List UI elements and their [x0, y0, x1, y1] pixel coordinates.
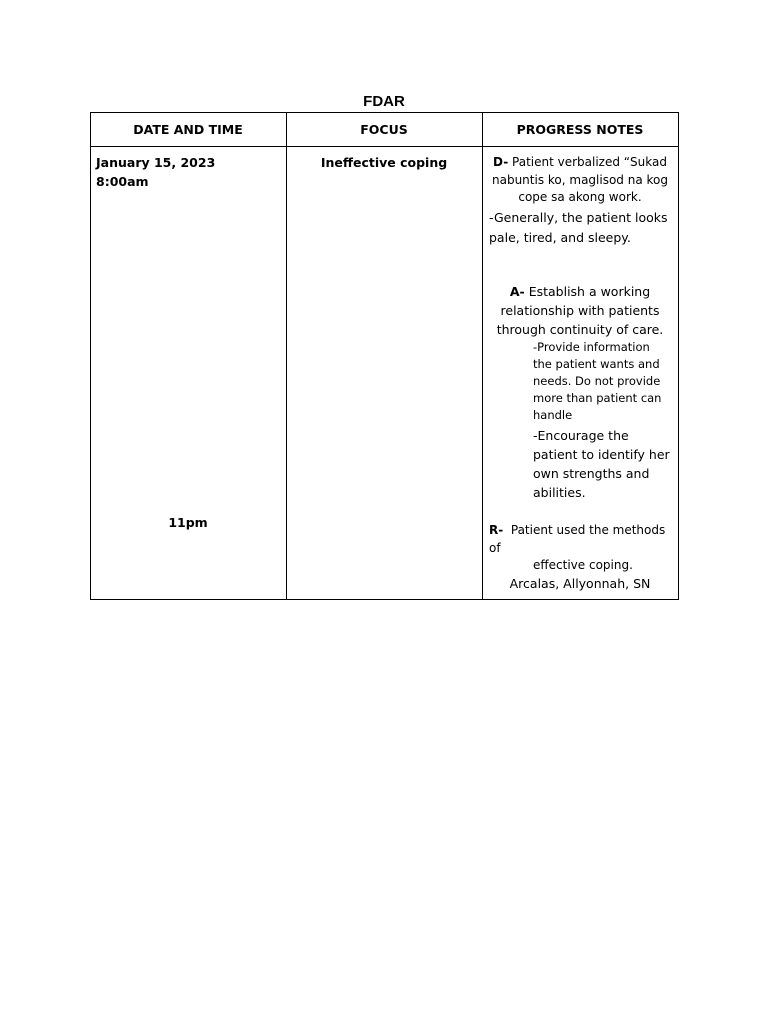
entry-time-end: 11pm — [168, 515, 208, 530]
header-progress-notes: PROGRESS NOTES — [516, 122, 644, 137]
data-section — [483, 154, 677, 207]
action-line-3: through continuity of care. — [496, 322, 664, 337]
data-extra-line-2: pale, tired, and sleepy. — [489, 229, 631, 245]
encourage-line-1: -Encourage the — [533, 428, 629, 443]
header-divider — [91, 146, 678, 147]
encourage-line-3: own strengths and — [533, 466, 650, 481]
data-line-3: cope sa akong work. — [518, 190, 642, 204]
provide-line-5: handle — [533, 408, 573, 422]
action-provide — [533, 339, 677, 424]
data-line-1-text: Patient verbalized “Sukad — [512, 155, 667, 169]
action-encourage — [533, 426, 677, 502]
data-label: D- — [493, 155, 509, 169]
response-label: R- — [489, 523, 504, 537]
action-section — [483, 282, 677, 339]
entry-date: January 15, 2023 — [96, 155, 216, 170]
data-line-2: nabuntis ko, maglisod na kog — [492, 172, 668, 187]
provide-line-2: the patient wants and — [533, 357, 660, 371]
data-line-1 — [483, 154, 677, 172]
encourage-line-4: abilities. — [533, 485, 586, 500]
action-line-1 — [483, 282, 677, 301]
response-line-1 — [489, 522, 677, 557]
response-section — [489, 522, 677, 575]
action-label: A- — [509, 284, 525, 299]
fdar-table — [90, 112, 679, 600]
provide-line-3: needs. Do not provide — [533, 374, 661, 388]
response-line-1-text: Patient used the methods of — [489, 523, 666, 555]
data-extra-line-1: -Generally, the patient looks — [489, 210, 668, 225]
header-focus: FOCUS — [360, 122, 408, 137]
action-line-1-text: Establish a working — [528, 284, 651, 299]
provide-line-4: more than patient can — [533, 391, 662, 405]
action-line-2: relationship with patients — [500, 303, 660, 318]
data-observation — [489, 208, 677, 247]
entry-time-start: 8:00am — [96, 174, 149, 189]
provide-line-1: -Provide information — [533, 340, 650, 354]
document-title: FDAR — [363, 93, 405, 110]
header-date-time: DATE AND TIME — [133, 122, 243, 137]
column-divider-1 — [286, 113, 287, 599]
encourage-line-2: patient to identify her — [533, 447, 670, 462]
entry-focus: Ineffective coping — [320, 155, 448, 170]
nurse-signature: Arcalas, Allyonnah, SN — [509, 576, 651, 591]
response-line-2: effective coping. — [533, 558, 633, 572]
